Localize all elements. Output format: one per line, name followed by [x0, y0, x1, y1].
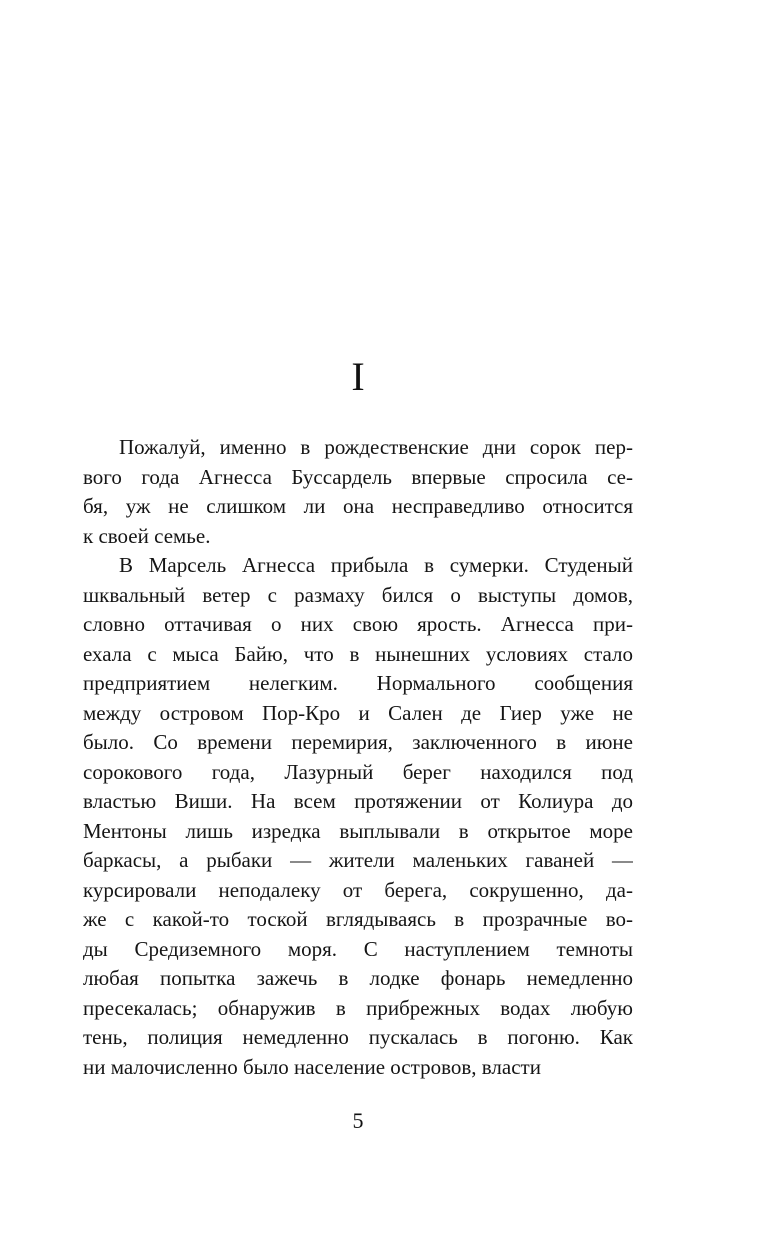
text-line: тень, полиция немедленно пускалась в погоню. Как: [83, 1025, 633, 1049]
text-line: Пожалуй, именно в рождественские дни сорок пер-: [119, 435, 633, 459]
text-line: Ментоны лишь изредка выплывали в открытое море: [83, 818, 633, 843]
text-line: курсировали неподалеку от берега, сокрушенно, да-: [83, 877, 633, 902]
paragraph: [83, 433, 633, 551]
text-line: сорокового года, Лазурный берег находился под: [83, 759, 633, 784]
text-line: баркасы, а рыбаки — жители маленьких гаваней —: [83, 848, 633, 872]
text-line: ехала с мыса Байю, что в нынешних условиях стало: [83, 641, 633, 666]
paragraph: [83, 551, 633, 1082]
text-line: пресекалась; обнаружив в прибрежных водах любую: [83, 995, 633, 1020]
text-line: было. Со времени перемирия, заключенного в июне: [83, 730, 633, 754]
text-line: вого года Агнесса Буссардель впервые спросила се-: [83, 464, 633, 489]
text-block: [83, 433, 633, 1082]
text-line: властью Виши. На всем протяжении от Колиура до: [83, 789, 633, 813]
text-line: словно оттачивая о них свою ярость. Агнесса при-: [83, 612, 633, 636]
chapter-number-heading: I: [351, 354, 365, 399]
page-number: 5: [352, 1108, 364, 1133]
text-line: ды Средиземного моря. С наступлением темноты: [83, 936, 633, 961]
text-line: ни малочисленно было население островов, власти: [83, 1054, 541, 1079]
text-line: между островом Пор-Кро и Сален де Гиер уже не: [83, 700, 633, 725]
text-line: шквальный ветер с размаху бился о выступы домов,: [83, 582, 633, 607]
text-line: предприятием нелегким. Нормального сообщения: [83, 671, 633, 695]
text-line: же с какой-то тоской вглядываясь в прозрачные во-: [83, 907, 633, 931]
text-line: бя, уж не слишком ли она несправедливо относится: [83, 494, 633, 518]
text-line: В Марсель Агнесса прибыла в сумерки. Студеный: [119, 553, 633, 577]
text-line: любая попытка зажечь в лодке фонарь немедленно: [83, 966, 633, 990]
text-line: к своей семье.: [83, 523, 211, 548]
